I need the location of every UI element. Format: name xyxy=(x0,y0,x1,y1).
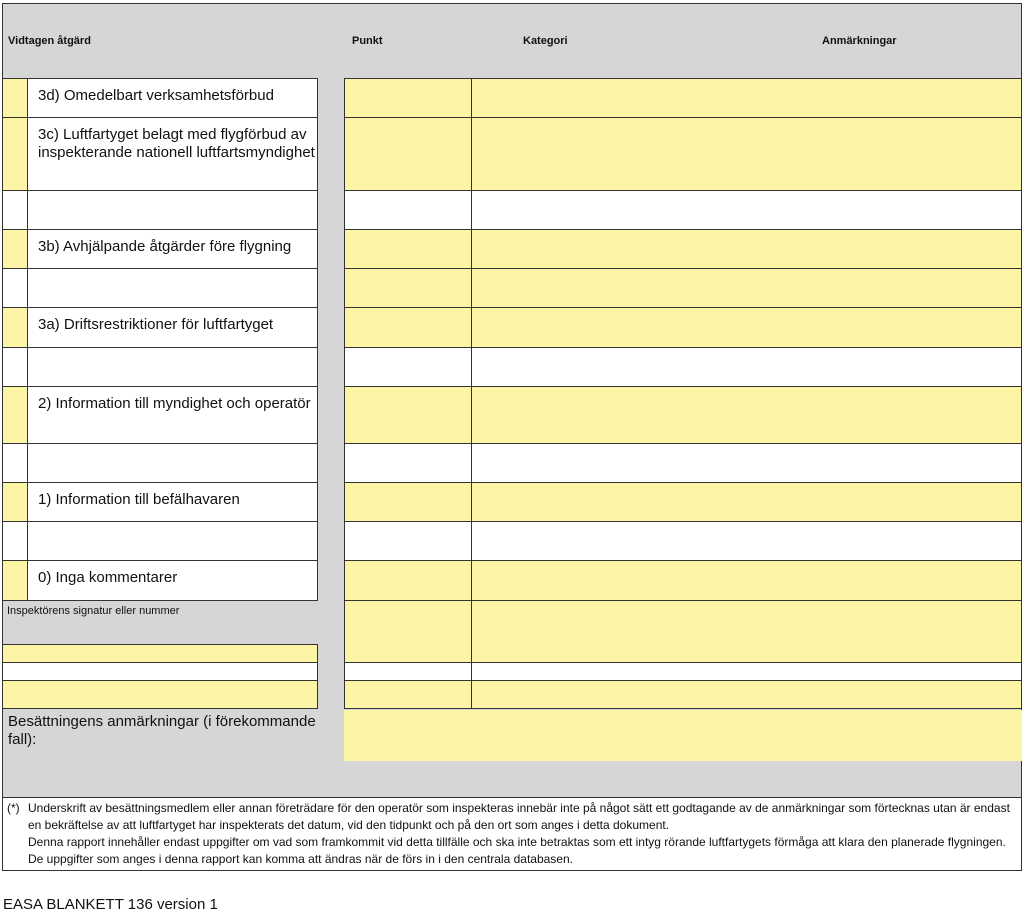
anmarkning-cell[interactable] xyxy=(471,386,1022,444)
signature-label: Inspektörens signatur eller nummer xyxy=(7,605,180,617)
crew-remarks-label: Besättningens anmärkningar (i förekommande fall): xyxy=(8,713,316,748)
anmarkning-cell[interactable] xyxy=(471,680,1022,709)
action-label xyxy=(27,78,318,118)
punkt-cell[interactable] xyxy=(344,521,472,561)
blank-checkbox[interactable] xyxy=(2,268,28,308)
blank-label-row[interactable] xyxy=(27,190,318,230)
action-checkbox[interactable] xyxy=(2,229,28,269)
form-id: EASA BLANKETT 136 version 1 xyxy=(3,896,218,913)
footnote-marker: (*) xyxy=(7,801,20,815)
anmarkning-cell[interactable] xyxy=(471,521,1022,561)
action-text: Inga kommentarer xyxy=(55,569,178,586)
anmarkning-cell[interactable] xyxy=(471,190,1022,230)
footnote-paragraph-1: Underskrift av besättningsmedlem eller annan företrädare för den operatör som inspekteras innebär inte på något sätt ett godtagande av de anmärkningar som förtecknas utan är endast en bekräftelse av att luftfartyget har inspekterats det datum, vid den tidpunkt och på den ort som anges i detta dokument. xyxy=(28,801,1010,832)
blank-label-row[interactable] xyxy=(27,347,318,387)
action-checkbox[interactable] xyxy=(2,386,28,444)
action-code: 3a) xyxy=(38,316,60,333)
blank-checkbox[interactable] xyxy=(2,190,28,230)
action-code: 3b) xyxy=(38,238,60,255)
action-text: Omedelbart verksamhetsförbud xyxy=(63,87,274,104)
anmarkning-cell[interactable] xyxy=(471,229,1022,269)
punkt-cell[interactable] xyxy=(344,482,472,522)
punkt-cell[interactable] xyxy=(344,347,472,387)
signature-field-1[interactable] xyxy=(2,644,318,663)
action-text: Information till myndighet och operatör xyxy=(55,395,311,412)
action-checkbox[interactable] xyxy=(2,560,28,601)
header-vidtagen-atgard: Vidtagen åtgärd xyxy=(8,35,91,47)
action-label xyxy=(27,386,318,444)
action-text: Information till befälhavaren xyxy=(55,491,240,508)
anmarkning-cell[interactable] xyxy=(471,268,1022,308)
action-checkbox[interactable] xyxy=(2,307,28,348)
anmarkning-cell[interactable] xyxy=(471,482,1022,522)
punkt-cell[interactable] xyxy=(344,268,472,308)
blank-label-row[interactable] xyxy=(27,443,318,483)
anmarkning-cell[interactable] xyxy=(471,347,1022,387)
header-anmarkningar: Anmärkningar xyxy=(822,35,897,47)
punkt-cell[interactable] xyxy=(344,117,472,191)
punkt-cell[interactable] xyxy=(344,386,472,444)
blank-checkbox[interactable] xyxy=(2,521,28,561)
action-checkbox[interactable] xyxy=(2,117,28,191)
header-punkt: Punkt xyxy=(352,35,383,47)
action-checkbox[interactable] xyxy=(2,482,28,522)
blank-checkbox[interactable] xyxy=(2,443,28,483)
action-text: Driftsrestriktioner för luftfartyget xyxy=(63,316,274,333)
blank-label-row[interactable] xyxy=(27,268,318,308)
action-label xyxy=(27,482,318,522)
punkt-cell[interactable] xyxy=(344,229,472,269)
action-label xyxy=(27,560,318,601)
footnote-paragraph-2: Denna rapport innehåller endast uppgifter om vad som framkommit vid detta tillfälle och ska inte betraktas som ett intyg rörande luftfartygets förmåga att klara den planerade flygningen. De uppgifter som anges i denna rapport kan komma att ändras när de förs in i den centrala databasen. xyxy=(28,835,1006,866)
anmarkning-cell[interactable] xyxy=(471,443,1022,483)
punkt-cell[interactable] xyxy=(344,190,472,230)
blank-checkbox[interactable] xyxy=(2,347,28,387)
action-text: Avhjälpande åtgärder före flygning xyxy=(63,238,292,255)
signature-field-3[interactable] xyxy=(2,680,318,709)
punkt-cell[interactable] xyxy=(344,662,472,681)
action-checkbox[interactable] xyxy=(2,78,28,118)
punkt-cell[interactable] xyxy=(344,600,472,663)
punkt-cell[interactable] xyxy=(344,560,472,601)
anmarkning-cell[interactable] xyxy=(471,117,1022,191)
crew-remarks-field[interactable] xyxy=(344,710,1022,761)
anmarkning-cell[interactable] xyxy=(471,78,1022,118)
signature-field-2[interactable] xyxy=(2,662,318,681)
action-label xyxy=(27,229,318,269)
action-code: 0) xyxy=(38,569,52,586)
action-code: 3c) xyxy=(38,126,59,143)
punkt-cell[interactable] xyxy=(344,680,472,709)
anmarkning-cell[interactable] xyxy=(471,307,1022,348)
punkt-cell[interactable] xyxy=(344,78,472,118)
action-label xyxy=(27,117,318,191)
header-kategori: Kategori xyxy=(523,35,568,47)
action-code: 1) xyxy=(38,491,52,508)
action-code: 3d) xyxy=(38,87,60,104)
anmarkning-cell[interactable] xyxy=(471,560,1022,601)
action-label xyxy=(27,307,318,348)
anmarkning-cell[interactable] xyxy=(471,662,1022,681)
blank-label-row[interactable] xyxy=(27,521,318,561)
punkt-cell[interactable] xyxy=(344,443,472,483)
action-text: Luftfartyget belagt med flygförbud av inspekterande nationell luftfartsmyndighet xyxy=(38,126,315,161)
punkt-cell[interactable] xyxy=(344,307,472,348)
anmarkning-cell[interactable] xyxy=(471,600,1022,663)
action-code: 2) xyxy=(38,395,52,412)
